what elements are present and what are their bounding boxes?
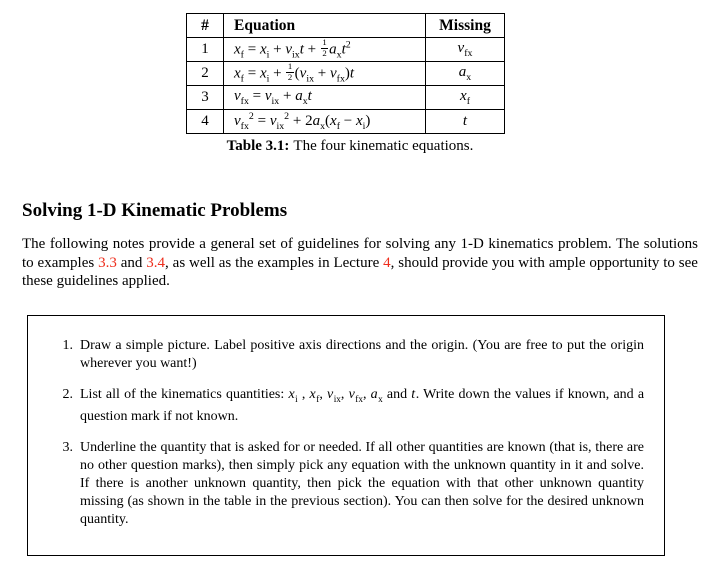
table-row (187, 86, 505, 110)
missing-cell: t (426, 110, 505, 134)
intro-paragraph (22, 235, 698, 291)
missing-cell: $v_{fx}$ (426, 38, 505, 62)
table-row (187, 110, 505, 134)
guideline-text: Underline the quantity that is asked for or needed. If all other quantities are known (that is, there are no other question marks), then simply pick any equation with the unknown quantity in it and solve. If there is another unknown quantity, then pick the equation with that other unknown quantity missing (as shown in the table in the previous section). You can then solve for the desired unknown quantity. (80, 439, 644, 527)
caption-label: Table 3.1: (226, 138, 290, 154)
equation-cell: $x_f = x_i$ + $\frac{1}{2}$ $(v_{ix} + v_{fx})t$ (224, 62, 426, 86)
row-number-cell: 3 (187, 86, 224, 110)
section-heading: Solving 1-D Kinematic Problems (22, 200, 288, 221)
kinematics-table-block (186, 13, 505, 134)
guideline-item-1 (55, 337, 644, 373)
row-number-cell: 2 (187, 62, 224, 86)
row-number-cell: 4 (187, 110, 224, 134)
col-header-missing: Missing (426, 14, 505, 38)
col-header-equation: Equation (224, 14, 426, 38)
missing-cell: $a_x$ (426, 62, 505, 86)
guidelines-box (27, 315, 665, 556)
guideline-text: List all of the kinematics quantities: $x_i$ , $x_f$, $v_{ix}$, $v_{fx}$, $a_x$ and t. Write down the values if known, and a question mark if not known. (80, 387, 645, 424)
guideline-number: 2. (62, 387, 73, 402)
table-header-row (187, 14, 505, 38)
equation-cell: $x_f = x_i + v_{ix}t$ + $\frac{1}{2}$ $a_xt^2$ (224, 38, 426, 62)
guideline-number: 3. (62, 439, 73, 455)
table-caption (0, 138, 700, 155)
kinematics-table (186, 13, 505, 134)
guideline-item-2 (55, 386, 644, 426)
table-row (187, 62, 505, 86)
ref-link-example-3-3[interactable]: 3.3 (98, 254, 117, 271)
intro-text-4: , should provide you with ample opportunity to see these guidelines applied. (22, 254, 698, 289)
ref-link-example-3-4[interactable]: 3.4 (146, 254, 166, 271)
intro-text-3: , as well as the examples in Lecture (165, 254, 384, 271)
equation-cell: $v_{fx}^2 = v_{ix}^2 + 2a_x(x_f - x_i)$ (224, 110, 426, 134)
table-row (187, 38, 505, 62)
guideline-number: 1. (62, 338, 73, 353)
missing-cell: $x_f$ (426, 86, 505, 110)
guideline-text: Draw a simple picture. Label positive axis directions and the origin. (You are free to put the origin wherever you want!) (80, 338, 644, 371)
col-header-number: # (187, 14, 224, 38)
guideline-item-3 (55, 439, 644, 529)
caption-text: The four kinematic equations. (293, 138, 474, 154)
equation-cell: $v_{fx} = v_{ix} + a_xt$ (224, 86, 426, 110)
intro-text-2: and (116, 254, 147, 271)
intro-text-1: The following notes provide a general set of guidelines for solving any 1-D kinematics problem. The solutions to examples (22, 236, 698, 271)
row-number-cell: 1 (187, 38, 224, 62)
ref-link-lecture-4[interactable]: 4 (383, 254, 391, 271)
